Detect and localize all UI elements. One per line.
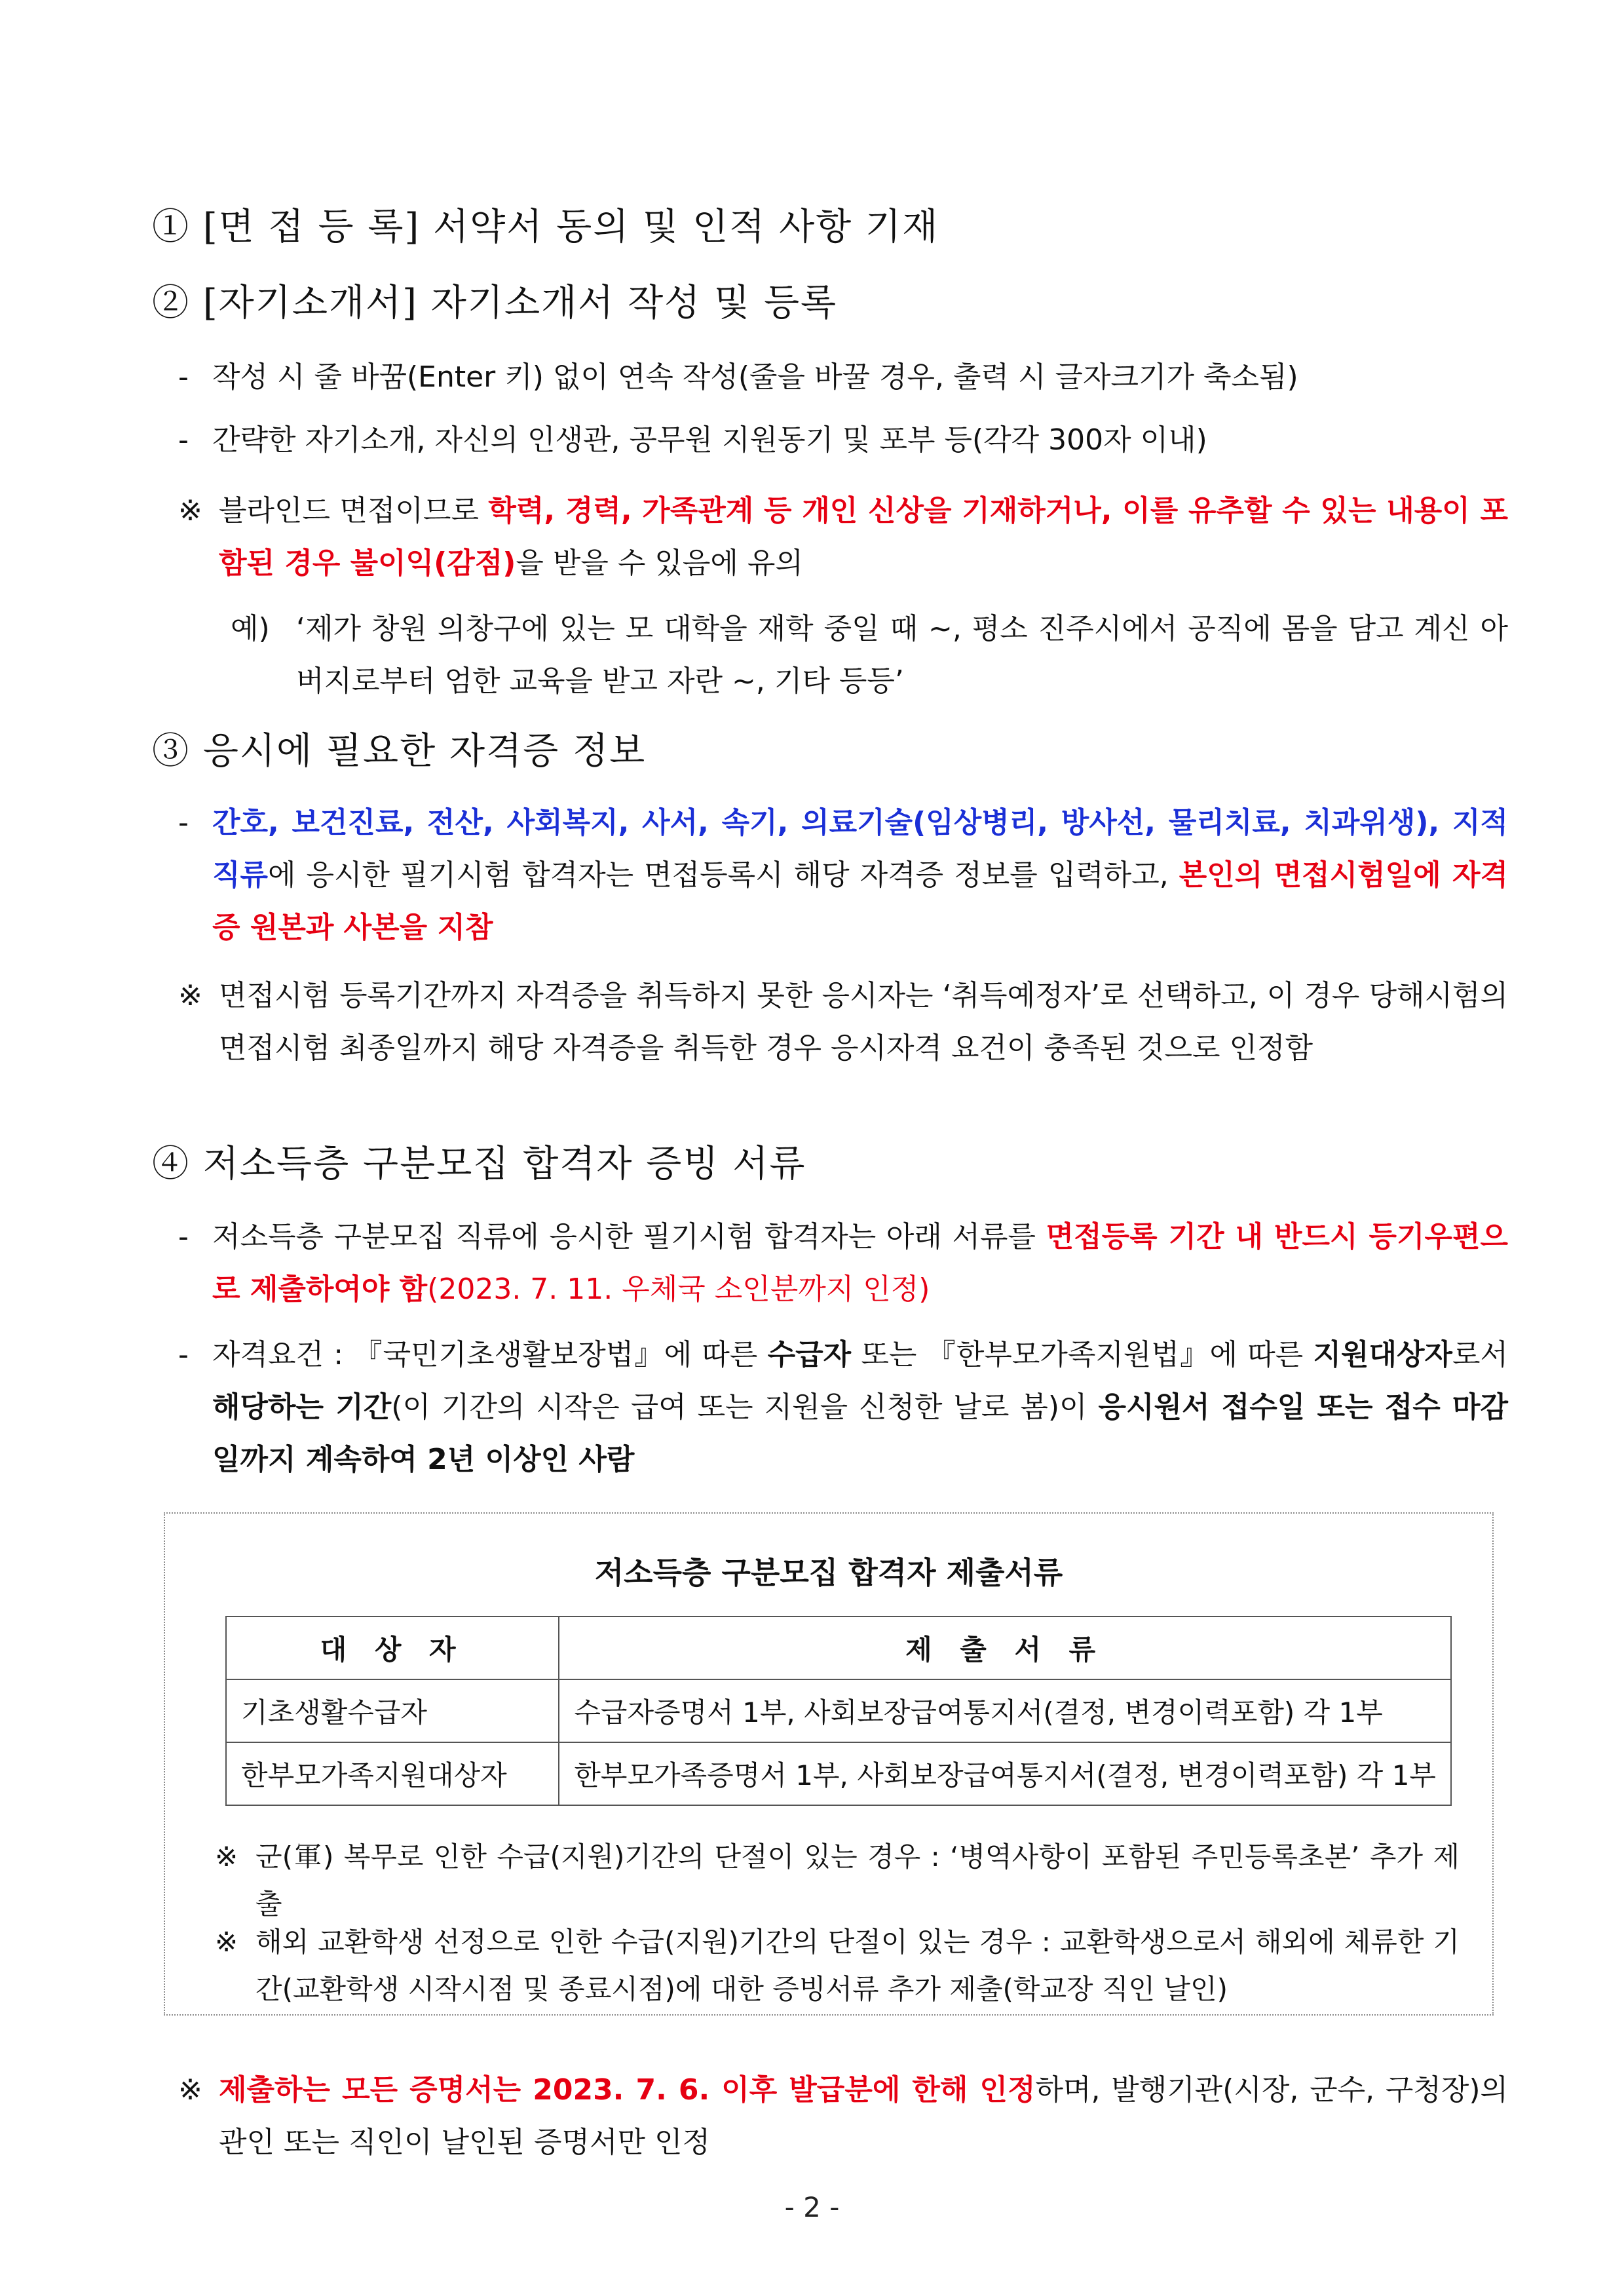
note-marker: ※ bbox=[178, 2073, 202, 2107]
note-text bbox=[178, 485, 1508, 590]
cell-target: 한부모가족지원대상자 bbox=[226, 1742, 559, 1805]
section-3-heading bbox=[152, 729, 1506, 775]
header-documents: 제 출 서 류 bbox=[559, 1617, 1451, 1679]
section-2-bullet-1 bbox=[178, 351, 1508, 404]
bullet-text: 간략한 자기소개, 자신의 인생관, 공무원 지원동기 및 포부 등(각각 300자 이내) bbox=[212, 423, 1207, 457]
header-target: 대 상 자 bbox=[226, 1617, 559, 1679]
section-2-note bbox=[178, 485, 1508, 590]
final-note-warning: 제출하는 모든 증명서는 2023. 7. 6. 이후 발급분에 한해 인정 bbox=[219, 2073, 1036, 2107]
section-4-heading bbox=[152, 1141, 1506, 1187]
section-2-number: ② bbox=[152, 282, 190, 324]
note-text bbox=[178, 2064, 1508, 2169]
section-3-number: ③ bbox=[152, 730, 190, 773]
section-4-number: ④ bbox=[152, 1143, 190, 1185]
note-warning: 학력, 경력, 가족관계 등 개인 신상을 기재하거나, 이를 유추할 수 있는 내용이 포함된 경우 불이익(감점) bbox=[219, 494, 1508, 580]
section-2-title: [자기소개서] 자기소개서 작성 및 등록 bbox=[202, 282, 838, 324]
section-1-number: ① bbox=[152, 206, 190, 248]
bullet-plain: 저소득층 구분모집 직류에 응시한 필기시험 합격자는 아래 서류를 bbox=[212, 1220, 1046, 1253]
box-note-2 bbox=[215, 1919, 1460, 2013]
bullet-warning: 면접등록 기간 내 반드시 등기우편으로 제출하여야 함 bbox=[212, 1220, 1508, 1306]
bullet-plain: 에 응시한 필기시험 합격자는 면접등록시 해당 자격증 정보를 입력하고, bbox=[268, 858, 1179, 892]
section-2-example bbox=[231, 603, 1508, 708]
bold-part: 지원대상자 bbox=[1313, 1338, 1452, 1371]
cell-documents: 한부모가족증명서 1부, 사회보장급여통지서(결정, 변경이력포함) 각 1부 bbox=[559, 1742, 1451, 1805]
bullet-text: 작성 시 줄 바꿈(Enter 키) 없이 연속 작성(줄을 바꿀 경우, 출력 시 글자크기가 축소됨) bbox=[212, 360, 1298, 394]
job-series-list: 간호, 보건진료, 전산, 사회복지, 사서, 속기, 의료기술(임상병리, 방사선, 물리치료, 치과위생), 지적 직류 bbox=[212, 806, 1508, 892]
bold-part: 응시원서 접수일 또는 접수 마감일까지 계속하여 2년 이상인 사람 bbox=[212, 1390, 1509, 1476]
bold-part: 수급자 bbox=[767, 1338, 852, 1371]
dash-marker: - bbox=[178, 1220, 189, 1253]
note-text: 군(軍) 복무로 인한 수급(지원)기간의 단절이 있는 경우 : ‘병역사항이 포함된 주민등록초본’ 추가 제출 bbox=[255, 1841, 1460, 1920]
submission-documents-box bbox=[164, 1512, 1494, 2016]
table-row bbox=[226, 1679, 1451, 1742]
dash-marker: - bbox=[178, 360, 189, 394]
table-row bbox=[226, 1742, 1451, 1805]
section-4-bullet-2 bbox=[178, 1329, 1508, 1486]
bold-part: 해당하는 기간 bbox=[212, 1390, 392, 1424]
bullet-warning: 본인의 면접시험일에 자격증 원본과 사본을 지참 bbox=[212, 858, 1508, 944]
cell-target: 기초생활수급자 bbox=[226, 1679, 559, 1742]
note-text: 면접시험 등록기간까지 자격증을 취득하지 못한 응시자는 ‘취득예정자’로 선택하고, 이 경우 당해시험의 면접시험 최종일까지 해당 자격증을 취득한 경우 응시자격 요건이 충족된 것으로 인정함 bbox=[219, 979, 1508, 1065]
final-note bbox=[178, 2064, 1508, 2169]
text-part: 로서 bbox=[1452, 1338, 1508, 1371]
section-1-heading bbox=[152, 204, 1506, 250]
example-text: ‘제가 창원 의창구에 있는 모 대학을 재학 중일 때 ~, 평소 진주시에서 공직에 몸을 담고 계신 아버지로부터 엄한 교육을 받고 자란 ~, 기타 등등’ bbox=[296, 612, 1508, 698]
bullet-text bbox=[178, 1211, 1508, 1316]
table-header-row bbox=[226, 1617, 1451, 1679]
bullet-text bbox=[178, 1329, 1508, 1486]
cell-documents: 수급자증명서 1부, 사회보장급여통지서(결정, 변경이력포함) 각 1부 bbox=[559, 1679, 1451, 1742]
section-2-bullet-2 bbox=[178, 414, 1508, 467]
box-title: 저소득층 구분모집 합격자 제출서류 bbox=[594, 1555, 1063, 1590]
bullet-deadline: (2023. 7. 11. 우체국 소인분까지 인정) bbox=[427, 1272, 930, 1306]
section-4-bullet-1 bbox=[178, 1211, 1508, 1316]
note-plain-end: 을 받을 수 있음에 유의 bbox=[516, 546, 803, 580]
note-marker: ※ bbox=[178, 979, 202, 1012]
bullet-text bbox=[178, 797, 1508, 954]
section-3-bullet bbox=[178, 797, 1508, 954]
submission-documents-table bbox=[225, 1616, 1452, 1806]
note-marker: ※ bbox=[215, 1926, 238, 1958]
section-3-note bbox=[178, 970, 1508, 1075]
section-3-title: 응시에 필요한 자격증 정보 bbox=[202, 730, 647, 773]
final-note-plain: 하며, 발행기관(시장, 군수, 구청장)의 관인 또는 직인이 날인된 증명서만 인정 bbox=[219, 2073, 1508, 2159]
note-text: 해외 교환학생 선정으로 인한 수급(지원)기간의 단절이 있는 경우 : 교환학생으로서 해외에 체류한 기간(교환학생 시작시점 및 종료시점)에 대한 증빙서류 추가 제출(학교장 직인 날인) bbox=[255, 1926, 1460, 2005]
text-part: 자격요건 : 『국민기초생활보장법』에 따른 bbox=[212, 1338, 768, 1371]
section-2-heading bbox=[152, 280, 1506, 326]
example-label: 예) bbox=[231, 612, 270, 645]
dash-marker: - bbox=[178, 423, 189, 457]
section-1-title: [면 접 등 록] 서약서 동의 및 인적 사항 기재 bbox=[202, 206, 939, 248]
section-4-title: 저소득층 구분모집 합격자 증빙 서류 bbox=[202, 1143, 806, 1185]
note-plain: 블라인드 면접이므로 bbox=[219, 494, 489, 527]
text-part: (이 기간의 시작은 급여 또는 지원을 신청한 날로 봄)이 bbox=[391, 1390, 1099, 1424]
note-marker: ※ bbox=[215, 1841, 238, 1873]
dash-marker: - bbox=[178, 1338, 189, 1371]
text-part: 또는 『한부모가족지원법』에 따른 bbox=[851, 1338, 1313, 1371]
note-marker: ※ bbox=[178, 494, 202, 527]
box-note-1 bbox=[215, 1833, 1460, 1928]
dash-marker: - bbox=[178, 806, 189, 839]
page-number: - 2 - bbox=[784, 2191, 840, 2223]
